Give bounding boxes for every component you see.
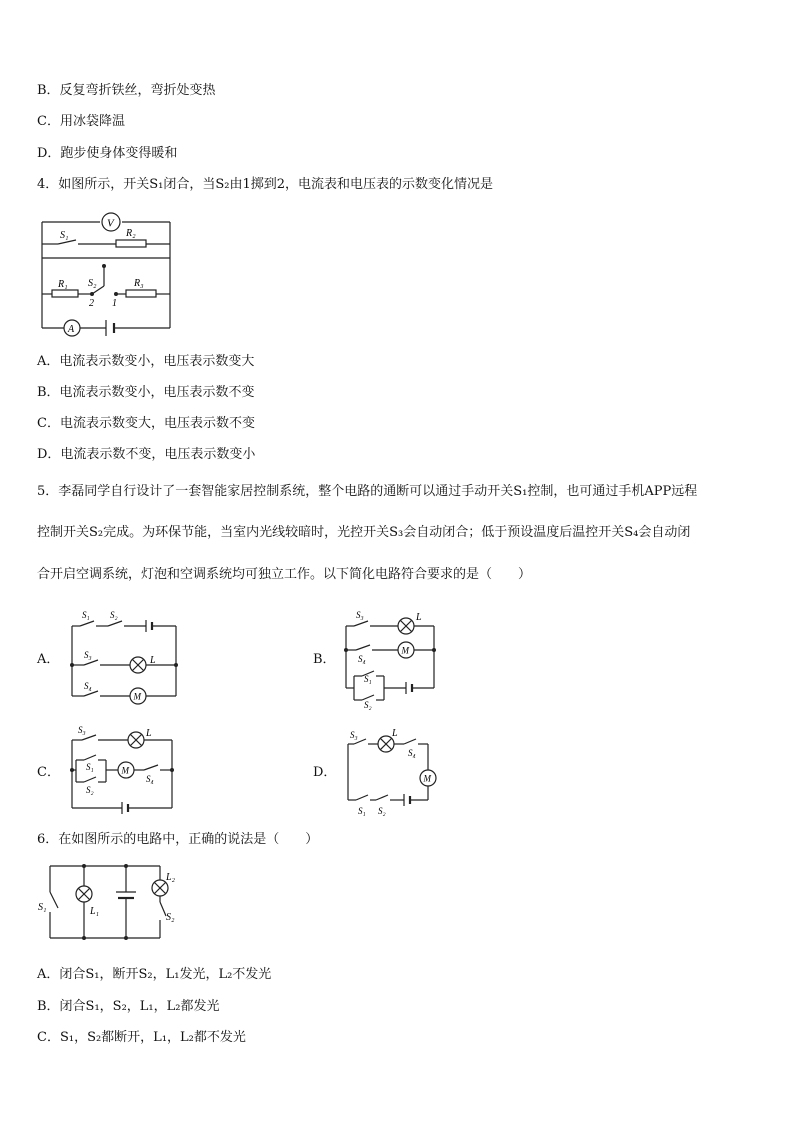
q6-circuit-diagram	[36, 862, 186, 946]
s4-label: S₄	[84, 681, 92, 691]
s2-label: S₂	[364, 700, 372, 710]
s1-label: S₁	[38, 902, 47, 913]
q5-stem-line-2: 控制开关S₂完成。为环保节能，当室内光线较暗时，光控开关S₃会自动闭合；低于预设温度后温控开关S₄会自动闭	[37, 525, 691, 540]
q5-option-b-diagram	[340, 606, 440, 710]
motor-label: M	[121, 765, 129, 776]
q4-option-a: A．电流表示数变小，电压表示数变大	[37, 354, 255, 369]
q6-option-c: C．S₁，S₂都断开，L₁，L₂都不发光	[37, 1030, 246, 1045]
s2-label: S₂	[86, 785, 94, 795]
lamp-label: L	[392, 728, 398, 739]
q4-option-c: C．电流表示数变大，电压表示数不变	[37, 416, 255, 431]
r3-label: R₃	[134, 278, 144, 289]
prev-option-b: B．反复弯折铁丝，弯折处变热	[37, 83, 216, 98]
l1-label: L₁	[90, 906, 100, 917]
q6-option-b: B．闭合S₁，S₂，L₁，L₂都发光	[37, 999, 220, 1014]
q6-stem: 6．在如图所示的电路中，正确的说法是（ ）	[37, 832, 319, 847]
s3-label: S₃	[350, 730, 358, 740]
s2-label: S₂	[166, 912, 175, 923]
lamp-label: L	[150, 655, 156, 666]
s1-label: S₁	[60, 230, 69, 241]
q5-option-b-label: B．	[313, 652, 336, 667]
s3-label: S₃	[84, 650, 92, 660]
s4-label: S₄	[146, 774, 154, 784]
resistor-r3	[126, 290, 156, 297]
motor-label: M	[401, 645, 409, 656]
pos2-label: 2	[89, 298, 94, 309]
s4-label: S₄	[358, 654, 366, 664]
s2-label: S₂	[88, 278, 97, 289]
q5-option-c-label: C．	[37, 765, 60, 780]
q4-option-b: B．电流表示数变小，电压表示数不变	[37, 385, 255, 400]
motor-label: M	[423, 773, 431, 784]
s1-label: S₁	[86, 762, 94, 772]
q5-option-c-diagram	[64, 724, 182, 818]
s3-label: S₃	[78, 725, 86, 735]
q5-stem-line-1: 5．李磊同学自行设计了一套智能家居控制系统，整个电路的通断可以通过手动开关S₁控制，也可通过手机APP远程	[37, 484, 698, 499]
motor-label: M	[133, 691, 141, 702]
s4-label: S₄	[408, 748, 416, 758]
pos1-label: 1	[112, 298, 117, 309]
q5-option-d-label: D．	[313, 765, 337, 780]
prev-option-d: D．跑步使身体变得暖和	[37, 146, 178, 161]
q4-option-d: D．电流表示数不变，电压表示数变小	[37, 447, 256, 462]
q4-stem: 4．如图所示，开关S₁闭合，当S₂由1掷到2，电流表和电压表的示数变化情况是	[37, 177, 494, 192]
r1-label: R₁	[58, 279, 68, 290]
s1-label: S₁	[364, 674, 372, 684]
q5-option-d-diagram	[342, 728, 440, 818]
s2-label: S₂	[110, 610, 118, 620]
q6-option-a: A．闭合S₁，断开S₂，L₁发光，L₂不发光	[37, 967, 272, 982]
r2-label: R₂	[126, 228, 136, 239]
q4-circuit-diagram	[36, 208, 176, 338]
resistor-r1	[52, 290, 78, 297]
resistor-r2	[116, 240, 146, 247]
prev-option-c: C．用冰袋降温	[37, 114, 125, 129]
lamp-label: L	[416, 612, 422, 623]
l2-label: L₂	[166, 872, 176, 883]
s2-label: S₂	[378, 806, 386, 816]
voltmeter-label: V	[107, 217, 114, 230]
q5-option-a-label: A．	[37, 652, 60, 667]
ammeter-label: A	[68, 324, 75, 335]
q5-option-a-diagram	[66, 608, 184, 708]
q5-stem-line-3: 合开启空调系统，灯泡和空调系统均可独立工作。以下简化电路符合要求的是（ ）	[37, 567, 532, 582]
s1-label: S₁	[358, 806, 366, 816]
s3-label: S₃	[356, 610, 364, 620]
lamp-label: L	[146, 728, 152, 739]
s1-label: S₁	[82, 610, 90, 620]
